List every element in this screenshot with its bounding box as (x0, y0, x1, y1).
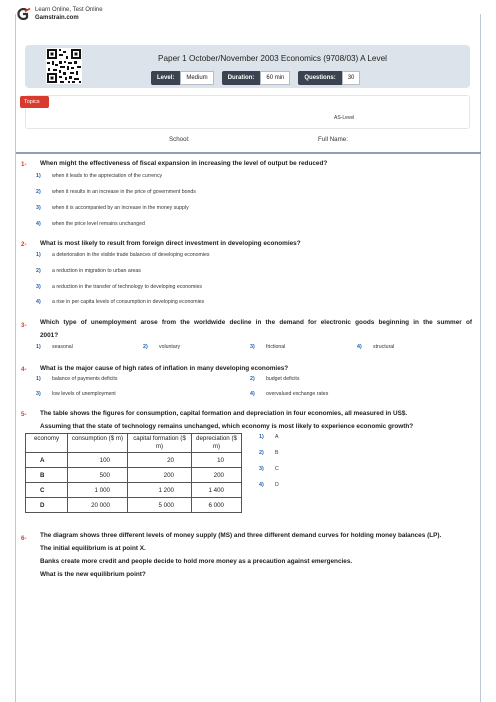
option[interactable] (250, 376, 299, 382)
option-text: C (275, 466, 279, 472)
option-number: 2) (36, 268, 41, 274)
option-text: voluntary (159, 344, 181, 350)
option-text: frictional (266, 344, 286, 350)
option[interactable] (36, 252, 209, 258)
table-cell: B (26, 468, 68, 483)
option-text: low levels of unemployment (52, 391, 116, 397)
option[interactable] (259, 466, 279, 472)
questions-label: Questions: (298, 71, 341, 85)
questions-value: 30 (342, 71, 361, 85)
option[interactable] (250, 344, 285, 350)
option-number: 2) (143, 344, 148, 350)
option-number: 4) (36, 299, 41, 305)
level-label: Level: (151, 71, 180, 85)
question-text-line: Banks create more credit and people decide to hold more money as a precaution against emergencies. (40, 558, 353, 565)
option-number: 1) (36, 252, 41, 258)
level-value: Medium (180, 71, 213, 85)
paper-header (25, 45, 470, 88)
table-header: depreciation ($ m) (192, 434, 242, 453)
option-number: 3) (36, 284, 41, 290)
option[interactable] (36, 205, 189, 211)
fullname-label: Full Name: (318, 136, 348, 143)
option[interactable] (259, 450, 278, 456)
table-header: consumption ($ m) (68, 434, 128, 453)
duration-value: 60 min (260, 71, 290, 85)
option[interactable] (36, 173, 162, 179)
option-number: 3) (36, 205, 41, 211)
option-number: 2) (259, 450, 264, 456)
topic-item[interactable]: AS-Level (334, 115, 355, 121)
option-text: A (275, 434, 279, 440)
school-label: School: (169, 136, 190, 143)
question-text: What is the major cause of high rates of inflation in many developing economies? (40, 365, 289, 372)
option-text: when it leads to the appreciation of the currency (52, 173, 163, 179)
option-number: 4) (357, 344, 362, 350)
option-text: D (275, 482, 279, 488)
option-number: 2) (36, 189, 41, 195)
option-text: structural (373, 344, 395, 350)
question-text-line: The diagram shows three different levels of money supply (MS) and three different demand curves for holding money balances (LP). (40, 532, 442, 539)
question-text-line: Assuming that the state of technology remains unchanged, which economy is most likely to experience economic growth? (40, 423, 414, 430)
option[interactable] (259, 482, 279, 488)
question-text-line: The initial equilibrium is at point X. (40, 545, 146, 552)
table-row (26, 453, 242, 468)
topics-box (25, 95, 470, 129)
question-text-line: 2001? (40, 332, 59, 339)
option-text: overvalued exchange rates (266, 391, 329, 397)
option[interactable] (36, 391, 116, 397)
option-text: a reduction in the transfer of technology to developing economies (52, 284, 202, 290)
option[interactable] (36, 284, 202, 290)
option-text: a reduction in migration to urban areas (52, 268, 141, 274)
table-row (26, 498, 242, 513)
option[interactable] (36, 268, 141, 274)
table-cell: 20 000 (68, 498, 128, 513)
brand-header[interactable] (15, 4, 103, 24)
question-number: 6- (21, 535, 27, 542)
option-number: 3) (259, 466, 264, 472)
table-cell: 10 (192, 453, 242, 468)
option[interactable] (36, 221, 145, 227)
option-number: 4) (250, 391, 255, 397)
table-header: capital formation ($ m) (128, 434, 192, 453)
table-cell: 100 (68, 453, 128, 468)
option[interactable] (36, 376, 117, 382)
option-number: 2) (250, 376, 255, 382)
option-number: 1) (259, 434, 264, 440)
gamstrain-logo-icon (15, 8, 31, 20)
table-cell: 1 200 (128, 483, 192, 498)
option-text: a deterioration in the visible trade balances of developing economies (52, 252, 210, 258)
option[interactable] (250, 391, 328, 397)
table-header: economy (26, 434, 68, 453)
option-number: 3) (36, 391, 41, 397)
question-text-line: Which type of unemployment arose from the worldwide decline in the demand for electronic goods beginning in the summer of (40, 319, 472, 326)
option-number: 1) (36, 376, 41, 382)
option-text: seasonal (52, 344, 73, 350)
option-text: when the price level remains unchanged (52, 221, 145, 227)
option-text: balance of payments deficits (52, 376, 118, 382)
economy-table (25, 433, 242, 513)
question-number: 2- (21, 241, 27, 248)
table-cell: 1 000 (68, 483, 128, 498)
option-number: 1) (36, 344, 41, 350)
table-row (26, 468, 242, 483)
table-cell: 200 (192, 468, 242, 483)
question-number: 1- (21, 161, 27, 168)
topics-tab[interactable]: Topics (20, 96, 49, 108)
question-text-line: The table shows the figures for consumption, capital formation and depreciation in four economies, all measured in US$. (40, 410, 408, 417)
brand-site: Gamstrain.com (35, 15, 79, 21)
divider (16, 152, 481, 154)
question-number: 4- (21, 366, 27, 373)
option[interactable] (357, 344, 394, 350)
question-text-line: What is the new equilibrium point? (40, 571, 146, 578)
option[interactable] (36, 299, 204, 305)
option[interactable] (143, 344, 180, 350)
qr-code-icon (46, 48, 82, 84)
option[interactable] (36, 344, 73, 350)
paper-title: Paper 1 October/November 2003 Economics (9708/03) A Level (158, 54, 387, 63)
option[interactable] (36, 189, 196, 195)
table-row (26, 483, 242, 498)
table-header-row (26, 434, 242, 453)
table-cell: C (26, 483, 68, 498)
brand-text (35, 6, 103, 22)
option-text: when it results in an increase in the price of government bonds (52, 189, 196, 195)
question-text: What is most likely to result from foreign direct investment in developing economies? (40, 240, 301, 247)
option-text: budget deficits (266, 376, 300, 382)
table-cell: 1 400 (192, 483, 242, 498)
question-text: When might the effectiveness of fiscal expansion in increasing the level of output be reduced? (40, 160, 328, 167)
duration-label: Duration: (222, 71, 261, 85)
question-number: 3- (21, 322, 27, 329)
table-cell: D (26, 498, 68, 513)
question-number: 5- (21, 411, 27, 418)
brand-tagline: Learn Online, Test Online (35, 7, 103, 13)
option[interactable] (259, 434, 278, 440)
option-text: B (275, 450, 279, 456)
table-cell: 500 (68, 468, 128, 483)
option-number: 3) (250, 344, 255, 350)
table-cell: 200 (128, 468, 192, 483)
table-cell: A (26, 453, 68, 468)
table-cell: 5 000 (128, 498, 192, 513)
option-number: 1) (36, 173, 41, 179)
option-text: a rise in per capita levels of consumption in developing economies (52, 299, 205, 305)
option-text: when it is accompanied by an increase in the money supply (52, 205, 189, 211)
option-number: 4) (36, 221, 41, 227)
paper-meta (151, 71, 364, 85)
table-cell: 6 000 (192, 498, 242, 513)
table-cell: 20 (128, 453, 192, 468)
option-number: 4) (259, 482, 264, 488)
